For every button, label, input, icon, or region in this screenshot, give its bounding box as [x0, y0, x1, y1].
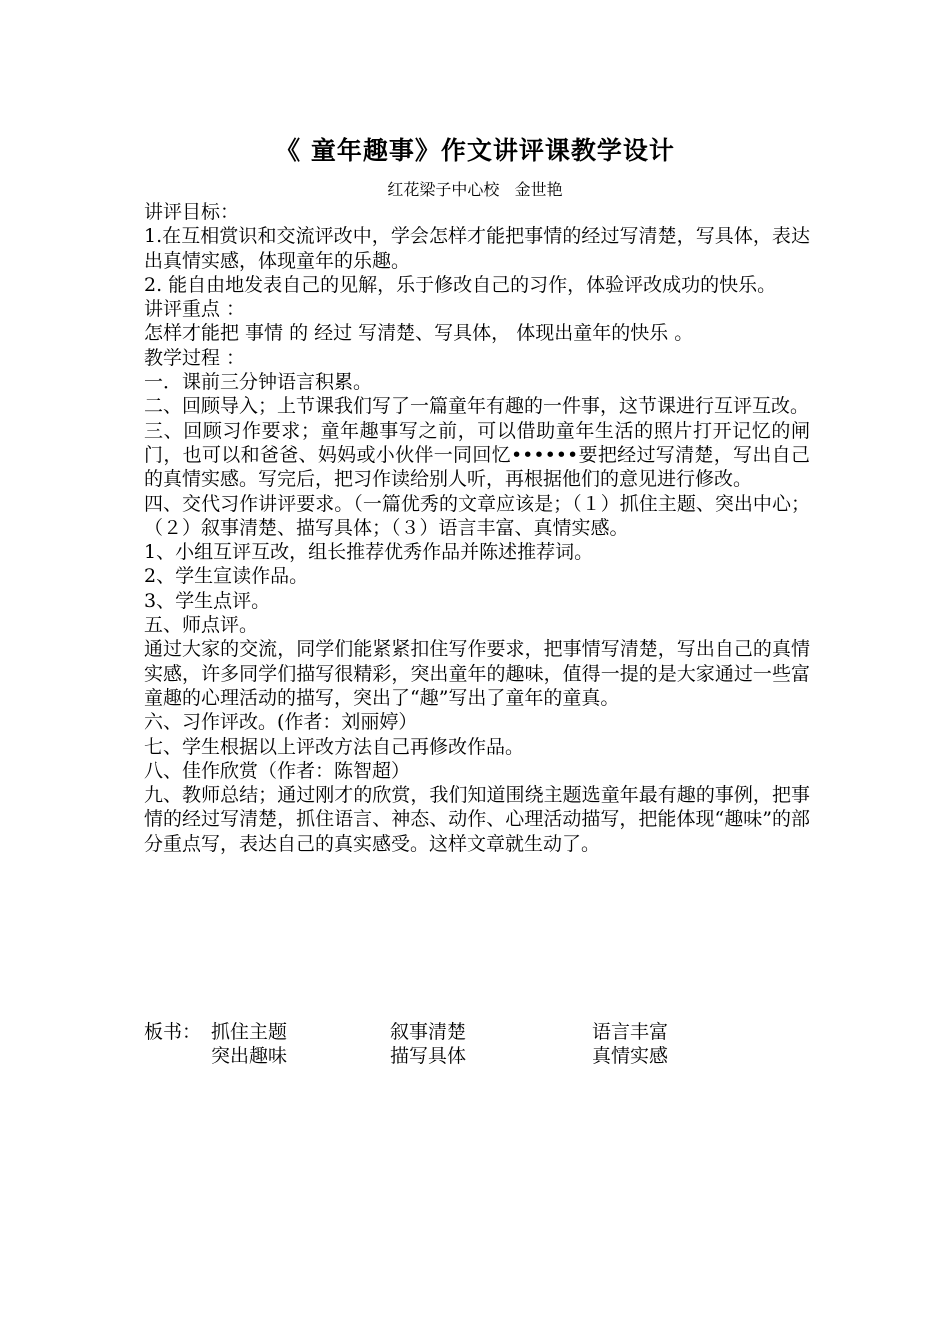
- step-1: 一．课前三分钟语言积累。: [144, 371, 373, 394]
- step-9: 九、教师总结；通过刚才的欣赏，我们知道围绕主题选童年最有趣的事例，把事情的经过写清楚，抓住语言、神态、动作、心理活动描写，把能体现“趣味”的部分重点写，表达自己的真实感受。这样文章就生动了。: [144, 784, 810, 855]
- step-3: 三、回顾习作要求；童年趣事写之前，可以借助童年生活的照片打开记忆的闸门，也可以和爸爸、妈妈或小伙伴一同回忆••••••要把经过写清楚，写出自己的真情实感。写完后，把习作读给别人听，再根据他们的意见进行修改。: [144, 419, 810, 491]
- objective-2: 2. 能自由地发表自己的见解，乐于修改自己的习作，体验评改成功的快乐。: [144, 273, 777, 296]
- step-4-sub-1: 1、小组互评互改，组长推荐优秀作品并陈述推荐词。: [144, 541, 594, 564]
- document-title: 《 童年趣事》作文讲评课教学设计: [275, 136, 675, 165]
- heading-objectives: 讲评目标：: [144, 201, 240, 223]
- document-author: 红花梁子中心校 金世艳: [387, 180, 563, 199]
- focus-text: 怎样才能把 事情 的 经过 写清楚、写具体， 体现出童年的快乐 。: [144, 322, 694, 345]
- step-8: 八、佳作欣赏（作者：陈智超）: [144, 759, 411, 782]
- board-row-1: [144, 1020, 810, 1044]
- step-5: 五、师点评。: [144, 614, 259, 637]
- heading-focus: 讲评重点 ：: [144, 298, 246, 321]
- board-item: 叙事清楚: [390, 1021, 467, 1043]
- board-item: 抓住主题: [211, 1021, 288, 1043]
- heading-process: 教学过程 ：: [144, 346, 246, 369]
- board-row-2: [144, 1044, 810, 1068]
- step-4: 四、交代习作讲评要求。（一篇优秀的文章应该是；（１）抓住主题、突出中心；（２）叙事清楚、描写具体；（３）语言丰富、真情实感。: [144, 492, 810, 539]
- step-4-sub-3: 3、学生点评。: [144, 589, 271, 612]
- step-4-sub-2: 2、学生宣读作品。: [144, 565, 309, 588]
- board-item: 语言丰富: [592, 1021, 669, 1043]
- board-item: 突出趣味: [211, 1045, 288, 1068]
- step-7: 七、学生根据以上评改方法自己再修改作品。: [144, 735, 525, 758]
- objective-1: 1.在互相赏识和交流评改中，学会怎样才能把事情的经过写清楚，写具体，表达出真情实感，体现童年的乐趣。: [144, 225, 810, 272]
- step-6: 六、习作评改。(作者：刘丽婷）: [144, 711, 418, 734]
- blackboard-summary: [144, 1020, 810, 1069]
- step-2: 二、回顾导入；上节课我们写了一篇童年有趣的一件事，这节课进行互评互改。: [144, 395, 810, 418]
- board-item: 描写具体: [390, 1045, 467, 1068]
- board-label: 板书：: [144, 1021, 202, 1043]
- document-body: [144, 200, 810, 856]
- step-5-text: 通过大家的交流，同学们能紧紧扣住写作要求，把事情写清楚，写出自己的真情实感，许多同学们描写很精彩，突出童年的趣味，值得一提的是大家通过一些富童趣的心理活动的描写，突出了“趣”写出了童年的童真。: [144, 638, 810, 709]
- board-item: 真情实感: [592, 1045, 669, 1068]
